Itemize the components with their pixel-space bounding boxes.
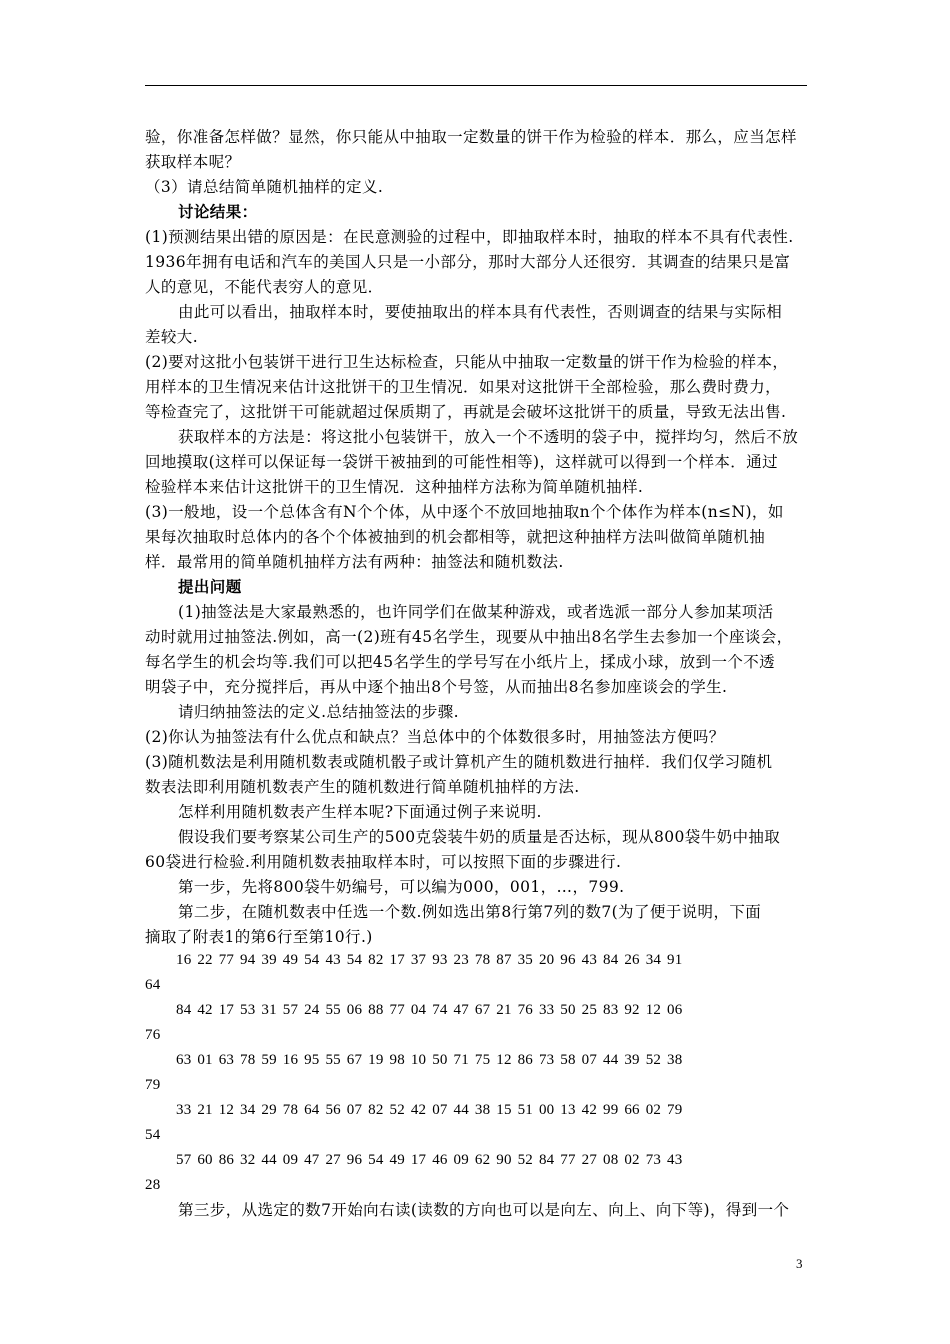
text-line: 由此可以看出，抽取样本时，要使抽取出的样本具有代表性，否则调查的结果与实际相 [178,303,783,321]
text-line: 请归纳抽签法的定义.总结抽签法的步骤. [178,703,459,721]
text-line: 怎样利用随机数表产生样本呢?下面通过例子来说明. [178,803,542,821]
random-table-row-wrap: 54 [145,1127,161,1143]
text-line: 样．最常用的简单随机抽样方法有两种：抽签法和随机数法. [145,553,564,571]
text-line: 动时就用过抽签法.例如，高一(2)班有45名学生，现要从中抽出8名学生去参加一个座谈会， [145,628,793,646]
text-line: 每名学生的机会均等.我们可以把45名学生的学号写在小纸片上，揉成小球，放到一个不透 [145,653,776,671]
text-line: 获取样本呢？ [145,153,241,171]
text-line: (1)抽签法是大家最熟悉的，也许同学们在做某种游戏，或者选派一部分人参加某项活 [178,603,774,621]
random-table-row-wrap: 28 [145,1177,161,1193]
random-table-row: 33 21 12 34 29 78 64 56 07 82 52 42 07 44 38 15 51 00 13 42 99 66 02 79 [176,1102,683,1118]
text-line: 摘取了附表1的第6行至第10行.) [145,928,373,946]
text-line: 第二步，在随机数表中任选一个数.例如选出第8行第7列的数7(为了便于说明，下面 [178,903,762,921]
text-line: 果每次抽取时总体内的各个个体被抽到的机会都相等，就把这种抽样方法叫做简单随机抽 [145,528,766,546]
text-line: 人的意见，不能代表穷人的意见． [145,278,384,296]
random-table-row: 63 01 63 78 59 16 95 55 67 19 98 10 50 71 75 12 86 73 58 07 44 39 52 38 [176,1052,683,1068]
random-table-row: 16 22 77 94 39 49 54 43 54 82 17 37 93 23 78 87 35 20 96 43 84 26 34 91 [176,952,683,968]
text-line: (1)预测结果出错的原因是：在民意测验的过程中，即抽取样本时，抽取的样本不具有代表性. [145,228,794,246]
text-line: (2)你认为抽签法有什么优点和缺点？当总体中的个体数很多时，用抽签法方便吗？ [145,728,725,746]
random-table-row-wrap: 76 [145,1027,161,1043]
text-line: 假设我们要考察某公司生产的500克袋装牛奶的质量是否达标，现从800袋牛奶中抽取 [178,828,781,846]
random-table-row-wrap: 64 [145,977,161,993]
text-line: 获取样本的方法是：将这批小包装饼干，放入一个不透明的袋子中，搅拌均匀，然后不放 [178,428,799,446]
text-line: (2)要对这批小包装饼干进行卫生达标检查，只能从中抽取一定数量的饼干作为检验的样本， [145,353,789,371]
text-line: 1936年拥有电话和汽车的美国人只是一小部分，那时大部分人还很穷．其调查的结果只是富 [145,253,791,271]
text-line: 数表法即利用随机数表产生的随机数进行简单随机抽样的方法. [145,778,580,796]
random-table-row: 84 42 17 53 31 57 24 55 06 88 77 04 74 47 67 21 76 33 50 25 83 92 12 06 [176,1002,683,1018]
text-line: 第一步，先将800袋牛奶编号，可以编为000，001，…，799. [178,878,625,896]
text-line: (3)随机数法是利用随机数表或随机骰子或计算机产生的随机数进行抽样．我们仅学习随机 [145,753,773,771]
section-heading: 讨论结果： [178,202,258,221]
text-line: 明袋子中，充分搅拌后，再从中逐个抽出8个号签，从而抽出8名参加座谈会的学生. [145,678,728,696]
text-line: 回地摸取(这样可以保证每一袋饼干被抽到的可能性相等)，这样就可以得到一个样本．通过 [145,453,778,471]
text-line: 等检查完了，这批饼干可能就超过保质期了，再就是会破坏这批饼干的质量，导致无法出售. [145,403,787,421]
text-line: 验，你准备怎样做？显然，你只能从中抽取一定数量的饼干作为检验的样本．那么，应当怎样 [145,128,797,146]
text-line: 用样本的卫生情况来估计这批饼干的卫生情况．如果对这批饼干全部检验，那么费时费力， [145,378,782,396]
text-line: 第三步，从选定的数7开始向右读(读数的方向也可以是向左、向上、向下等)，得到一个 [178,1201,790,1219]
text-line: （3）请总结简单随机抽样的定义. [145,178,384,196]
header-rule [145,85,807,86]
text-line: 检验样本来估计这批饼干的卫生情况．这种抽样方法称为简单随机抽样. [145,478,644,496]
page-number: 3 [796,1256,803,1271]
text-line: 差较大. [145,328,199,346]
text-line: 60袋进行检验.利用随机数表抽取样本时，可以按照下面的步骤进行. [145,853,622,871]
random-table-row: 57 60 86 32 44 09 47 27 96 54 49 17 46 09 62 90 52 84 77 27 08 02 73 43 [176,1152,683,1168]
random-table-row-wrap: 79 [145,1077,161,1093]
text-line: (3)一般地，设一个总体含有N个个体，从中逐个不放回地抽取n个个体作为样本(n≤N)，如 [145,503,784,521]
section-heading: 提出问题 [178,577,242,596]
